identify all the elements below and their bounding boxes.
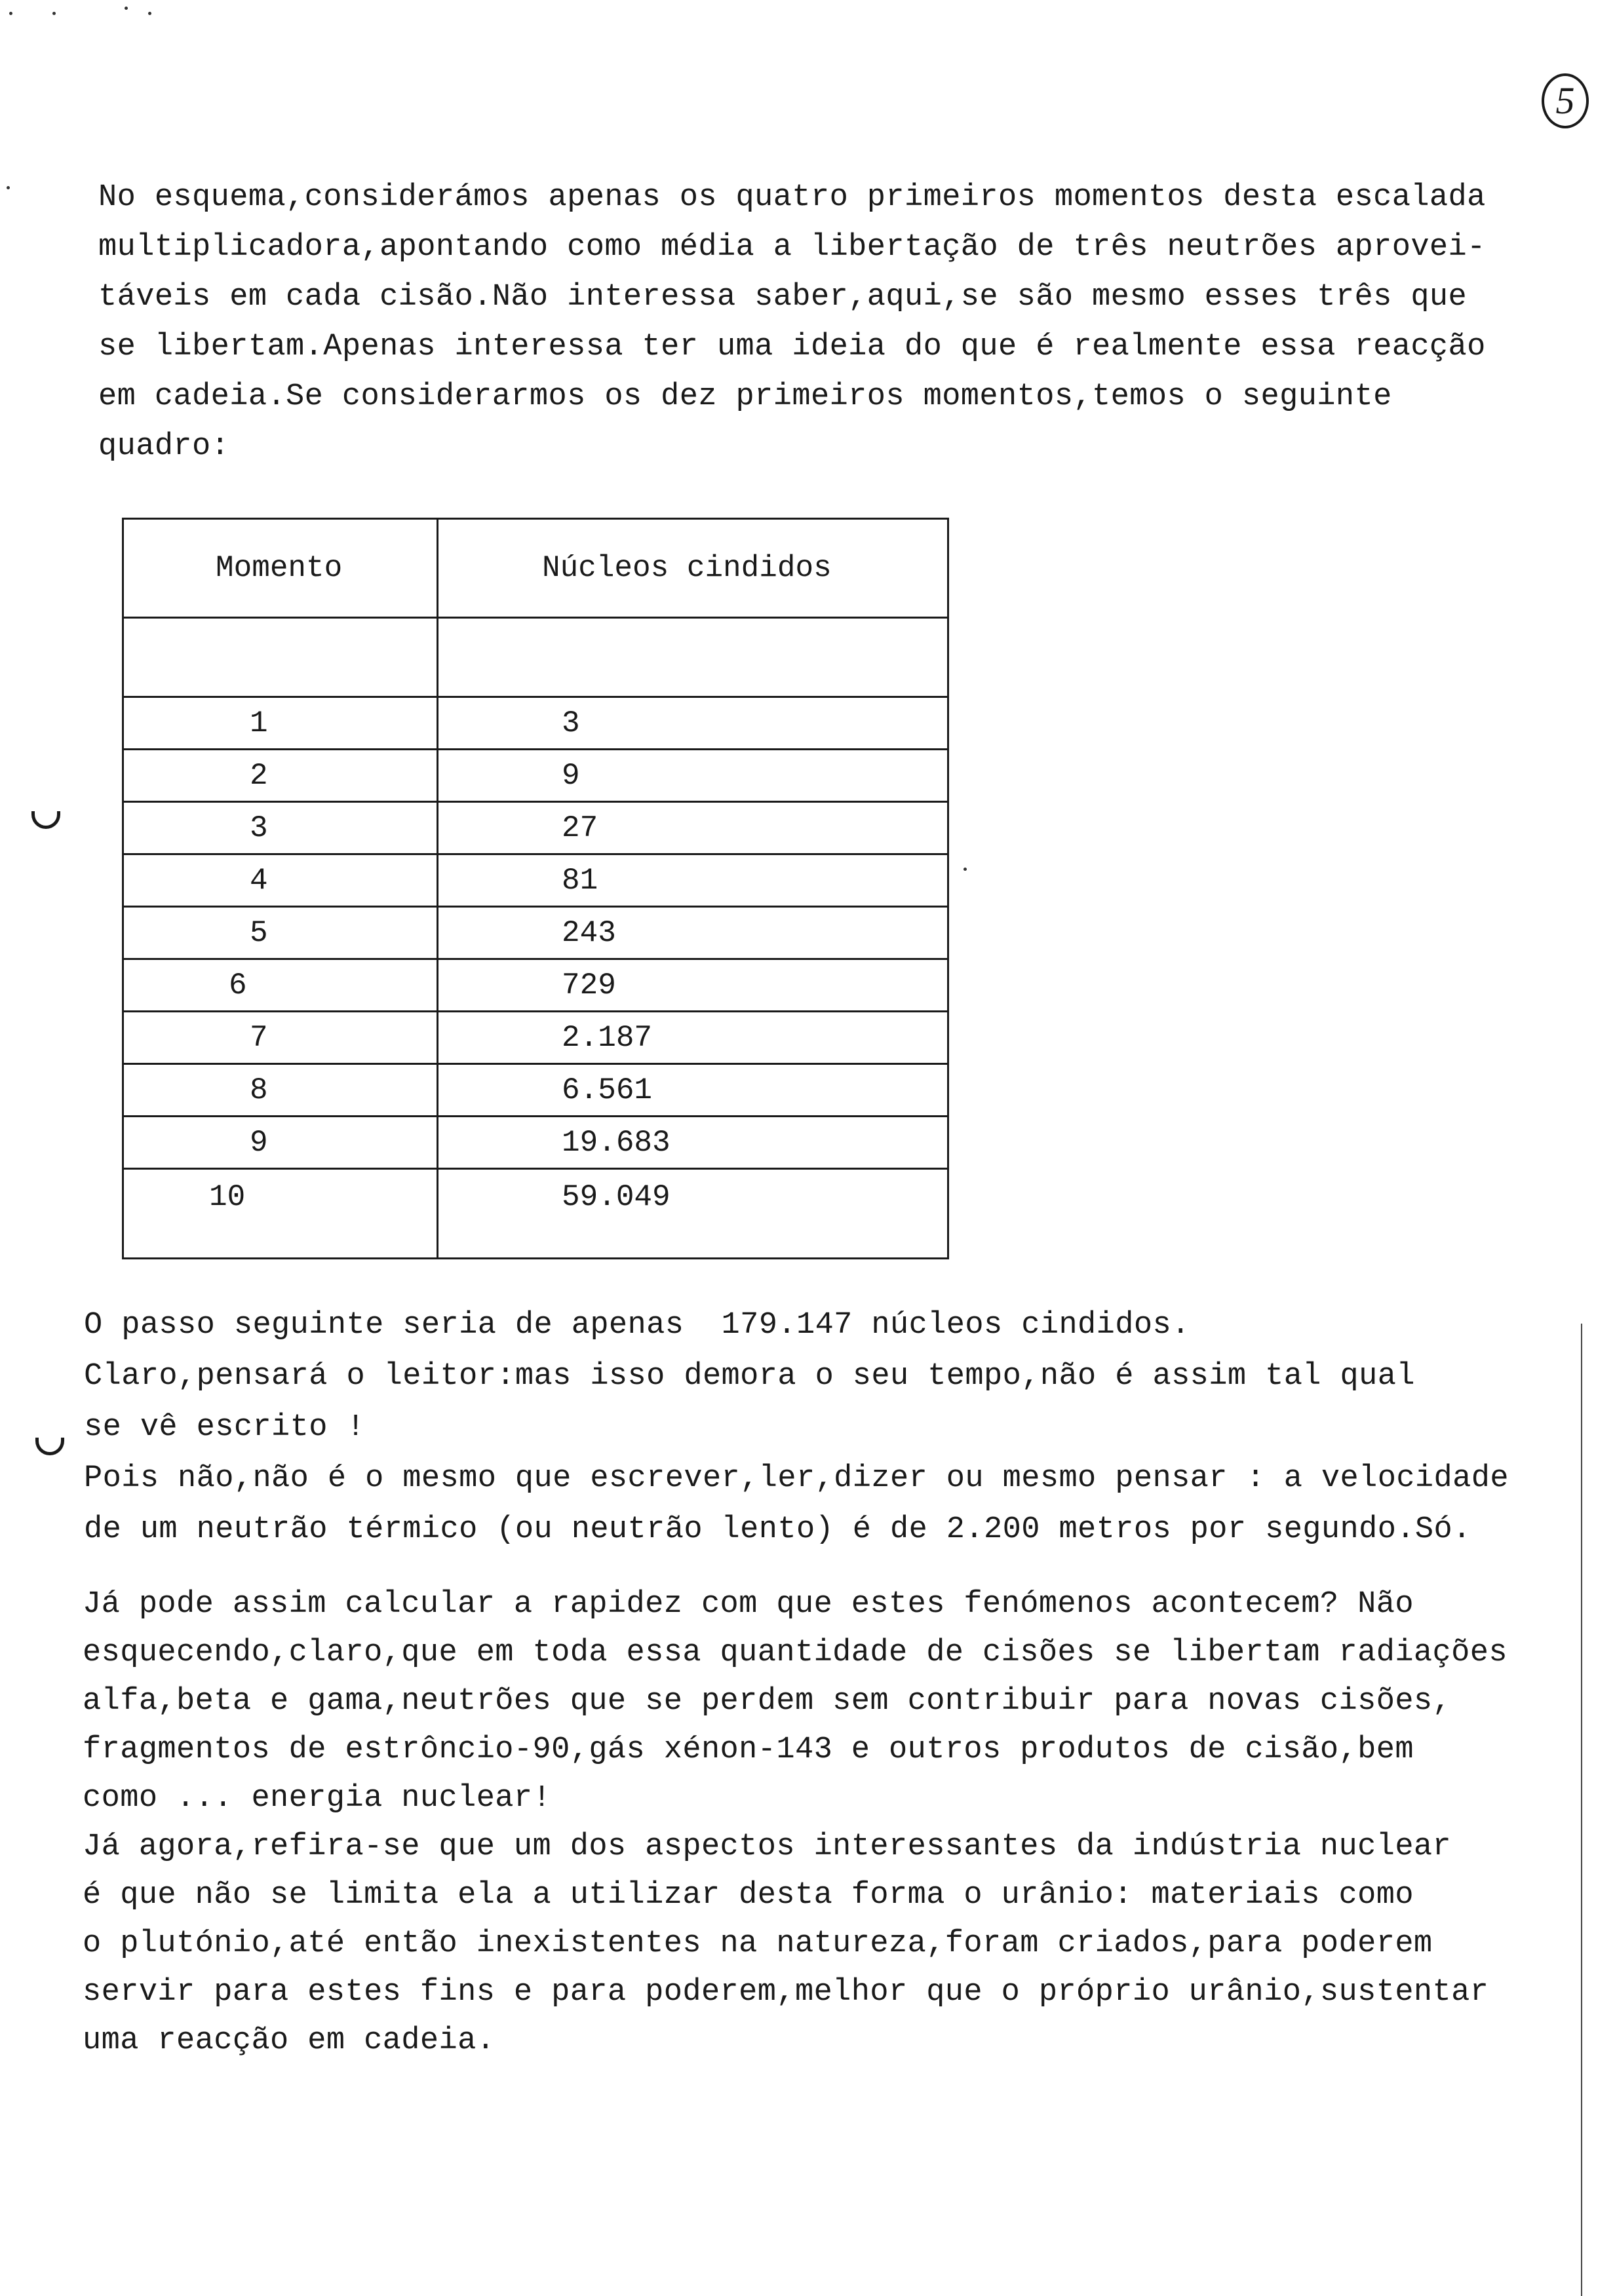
momento-cell: 8 xyxy=(123,1064,438,1117)
text-line: o plutónio,até então inexistentes na natureza,foram criados,para poderem xyxy=(83,1926,1433,1961)
table-cell xyxy=(123,618,438,697)
text-line: Pois não,não é o mesmo que escrever,ler,dizer ou mesmo pensar : a velocidade xyxy=(84,1461,1509,1496)
momento-cell: 4 xyxy=(123,854,438,907)
momento-cell: 5 xyxy=(123,907,438,959)
nucleos-cell: 9 xyxy=(438,750,948,802)
text-line: O passo seguinte seria de apenas 179.147 núcleos cindidos. xyxy=(84,1308,1190,1343)
table-row xyxy=(123,1064,948,1117)
momento-cell: 6 xyxy=(123,959,438,1012)
page-number: 5 xyxy=(1542,73,1589,128)
column-header-nucleos: Núcleos cindidos xyxy=(438,519,948,618)
table-row xyxy=(123,1012,948,1064)
nucleos-cell: 6.561 xyxy=(438,1064,948,1117)
column-header-momento: Momento xyxy=(123,519,438,618)
paragraph-3 xyxy=(83,1580,1508,2065)
scan-dot xyxy=(7,186,10,189)
scan-dot xyxy=(963,868,967,871)
scan-dot xyxy=(148,12,151,15)
margin-check-mark xyxy=(35,1438,64,1455)
paragraph-2 xyxy=(84,1300,1509,1556)
margin-check-mark xyxy=(31,811,60,829)
text-line: alfa,beta e gama,neutrões que se perdem sem contribuir para novas cisões, xyxy=(83,1684,1452,1719)
text-line: No esquema,considerámos apenas os quatro primeiros momentos desta escalada xyxy=(98,180,1486,215)
text-line: é que não se limita ela a utilizar desta forma o urânio: materiais como xyxy=(83,1878,1414,1913)
scan-dot xyxy=(52,12,56,15)
table-row xyxy=(123,1117,948,1169)
momento-cell: 9 xyxy=(123,1117,438,1169)
nucleos-cell: 19.683 xyxy=(438,1117,948,1169)
table-row xyxy=(123,802,948,854)
text-line: Claro,pensará o leitor:mas isso demora o seu tempo,não é assim tal qual xyxy=(84,1359,1415,1394)
table-cell xyxy=(438,618,948,697)
nucleos-cell: 2.187 xyxy=(438,1012,948,1064)
nucleos-cell: 3 xyxy=(438,697,948,750)
nucleos-cell: 243 xyxy=(438,907,948,959)
text-line: como ... energia nuclear! xyxy=(83,1781,552,1816)
nucleos-cell: 729 xyxy=(438,959,948,1012)
text-line: em cadeia.Se considerarmos os dez primeiros momentos,temos o seguinte xyxy=(98,379,1392,414)
table-row xyxy=(123,750,948,802)
table-row xyxy=(123,959,948,1012)
text-line: multiplicadora,apontando como média a libertação de três neutrões aprovei- xyxy=(98,230,1486,265)
text-line: quadro: xyxy=(98,429,230,464)
momento-cell: 7 xyxy=(123,1012,438,1064)
scan-edge-line xyxy=(1581,1324,1582,2296)
nucleos-cell: 81 xyxy=(438,854,948,907)
text-line: esquecendo,claro,que em toda essa quantidade de cisões se libertam radiações xyxy=(83,1636,1508,1670)
text-line: fragmentos de estrôncio-90,gás xénon-143 e outros produtos de cisão,bem xyxy=(83,1732,1414,1767)
momento-cell: 1 xyxy=(123,697,438,750)
fission-table xyxy=(122,518,949,1214)
text-line: de um neutrão térmico (ou neutrão lento) é de 2.200 metros por segundo.Só. xyxy=(84,1512,1471,1547)
text-line: Já pode assim calcular a rapidez com que estes fenómenos acontecem? Não xyxy=(83,1587,1414,1622)
table-row xyxy=(123,697,948,750)
text-line: uma reacção em cadeia. xyxy=(83,2023,496,2058)
momento-cell: 2 xyxy=(123,750,438,802)
scan-dot xyxy=(125,7,128,10)
paragraph-1 xyxy=(98,173,1486,472)
nucleos-cell: 59.049 xyxy=(438,1169,948,1259)
text-line: Já agora,refira-se que um dos aspectos interessantes da indústria nuclear xyxy=(83,1829,1452,1864)
table-row xyxy=(123,907,948,959)
scan-dot xyxy=(9,12,12,15)
text-line: servir para estes fins e para poderem,melhor que o próprio urânio,sustentar xyxy=(83,1975,1489,2010)
text-line: táveis em cada cisão.Não interessa saber,aqui,se são mesmo esses três que xyxy=(98,280,1468,315)
table-row xyxy=(123,1169,948,1259)
momento-cell: 3 xyxy=(123,802,438,854)
text-line: se vê escrito ! xyxy=(84,1410,366,1445)
nucleos-cell: 27 xyxy=(438,802,948,854)
text-line: se libertam.Apenas interessa ter uma ideia do que é realmente essa reacção xyxy=(98,330,1486,364)
table-row xyxy=(123,854,948,907)
momento-cell: 10 xyxy=(123,1169,438,1259)
